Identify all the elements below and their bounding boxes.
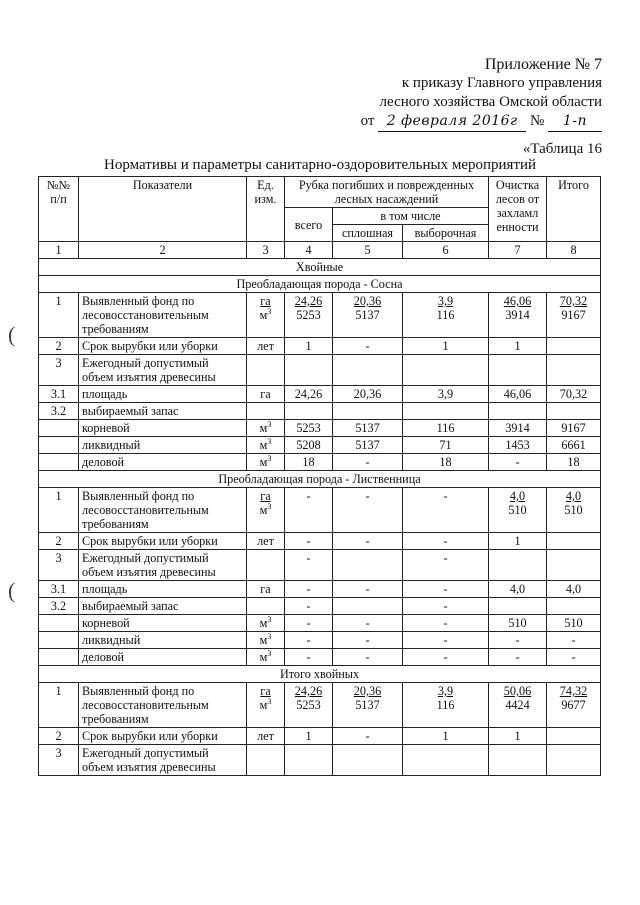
selective-cell: -	[403, 598, 489, 615]
col-unit-header: Ед. изм.	[247, 177, 285, 242]
row-number: 2	[39, 728, 79, 745]
row-number: 3	[39, 355, 79, 386]
handwritten-date: 2 февраля 2016г	[386, 113, 518, 129]
selective-cell: 1	[403, 338, 489, 355]
clear-cell: -	[333, 581, 403, 598]
cleanup-cell: 1	[489, 338, 547, 355]
column-number: 7	[489, 242, 547, 259]
table-row	[39, 488, 601, 533]
selective-cell: -	[403, 550, 489, 581]
sum-cell: -	[547, 649, 601, 666]
table-row	[39, 403, 601, 420]
clear-cell: -	[333, 728, 403, 745]
order-header	[361, 55, 602, 132]
total-cell: -	[285, 533, 333, 550]
table-row	[39, 615, 601, 632]
table-row	[39, 355, 601, 386]
col-total-header: всего	[285, 208, 333, 242]
table-title: Нормативы и параметры санитарно-оздоровительных мероприятий	[104, 157, 537, 173]
section-row	[39, 666, 601, 683]
col-selective-header: выборочная	[403, 225, 489, 242]
clear-cell: 5137	[333, 437, 403, 454]
table-row	[39, 293, 601, 338]
col-num-header: №№ п/п	[39, 177, 79, 242]
column-number: 1	[39, 242, 79, 259]
section-larch: Преобладающая порода - Лиственница	[39, 471, 601, 488]
unit-cell: лет	[247, 338, 285, 355]
table-row	[39, 437, 601, 454]
table-row	[39, 581, 601, 598]
row-number: 3	[39, 550, 79, 581]
issuing-authority: лесного хозяйства Омской области	[379, 94, 602, 110]
row-label: Срок вырубки или уборки	[79, 728, 247, 745]
selective-cell: 3,9	[403, 386, 489, 403]
row-label: деловой	[79, 454, 247, 471]
unit-cell: $м^3$	[247, 615, 285, 632]
cleanup-cell: 46,06	[489, 386, 547, 403]
row-number: 3.1	[39, 386, 79, 403]
total-cell: 24,26	[285, 386, 333, 403]
unit-cell: $м^3$	[247, 632, 285, 649]
total-cell: -	[285, 649, 333, 666]
section-pine: Преобладающая порода - Сосна	[39, 276, 601, 293]
row-label: корневой	[79, 615, 247, 632]
column-number: 4	[285, 242, 333, 259]
total-cell: -	[285, 581, 333, 598]
row-number: 1	[39, 293, 79, 338]
total-cell: -	[285, 632, 333, 649]
row-number: 2	[39, 533, 79, 550]
col-cleanup-header: Очистка лесов от захламл енности	[489, 177, 547, 242]
sum-cell: 4,0 510	[547, 488, 601, 533]
unit-cell: га	[247, 386, 285, 403]
cleanup-cell: -	[489, 454, 547, 471]
clear-cell: 20,36 5137	[333, 293, 403, 338]
table-row	[39, 649, 601, 666]
row-number: 3	[39, 745, 79, 776]
sum-cell	[547, 728, 601, 745]
col-including-header: в том числе	[333, 208, 489, 225]
section-row	[39, 471, 601, 488]
section-row	[39, 276, 601, 293]
row-label: Ежегодный допустимый объем изъятия древесины	[79, 355, 247, 386]
order-reference: к приказу Главного управления	[401, 75, 602, 91]
row-label: ликвидный	[79, 437, 247, 454]
handwritten-number: 1-п	[562, 113, 588, 129]
clear-cell: 20,36	[333, 386, 403, 403]
row-label: деловой	[79, 649, 247, 666]
total-cell: 18	[285, 454, 333, 471]
unit-cell: лет	[247, 728, 285, 745]
cleanup-cell: 46,06 3914	[489, 293, 547, 338]
selective-cell: 3,9 116	[403, 683, 489, 728]
selective-cell: 116	[403, 420, 489, 437]
col-sum-header: Итого	[547, 177, 601, 242]
table-row	[39, 598, 601, 615]
row-label: Выявленный фонд по лесовосстановительным требованиям	[79, 293, 247, 338]
row-label: Ежегодный допустимый объем изъятия древесины	[79, 745, 247, 776]
clear-cell: 20,36 5137	[333, 683, 403, 728]
total-cell: 24,26 5253	[285, 293, 333, 338]
selective-cell: -	[403, 533, 489, 550]
row-label: Срок вырубки или уборки	[79, 533, 247, 550]
row-label: Выявленный фонд по лесовосстановительным требованиям	[79, 683, 247, 728]
total-cell: -	[285, 598, 333, 615]
cleanup-cell: 4,0 510	[489, 488, 547, 533]
unit-cell: $м^3$	[247, 454, 285, 471]
row-number: 3.1	[39, 581, 79, 598]
table-row	[39, 533, 601, 550]
unit-cell: га	[247, 581, 285, 598]
total-cell: 1	[285, 728, 333, 745]
selective-cell: -	[403, 649, 489, 666]
clear-cell: 5137	[333, 420, 403, 437]
cleanup-cell: 1	[489, 728, 547, 745]
header-row	[39, 177, 601, 208]
unit-cell: га $м^3$	[247, 488, 285, 533]
clear-cell: -	[333, 338, 403, 355]
row-number: 3.2	[39, 598, 79, 615]
row-number: 1	[39, 683, 79, 728]
table-row	[39, 632, 601, 649]
table-label: «Таблица 16	[522, 141, 602, 157]
row-label: выбираемый запас	[79, 403, 247, 420]
total-cell: 5208	[285, 437, 333, 454]
column-number: 6	[403, 242, 489, 259]
sum-cell: 6661	[547, 437, 601, 454]
total-cell: -	[285, 615, 333, 632]
col-indicators-header: Показатели	[79, 177, 247, 242]
row-label: Выявленный фонд по лесовосстановительным требованиям	[79, 488, 247, 533]
row-label: площадь	[79, 386, 247, 403]
col-felling-header: Рубка погибших и поврежденных лесных насаждений	[285, 177, 489, 208]
table-row	[39, 683, 601, 728]
column-number: 2	[79, 242, 247, 259]
sum-cell: 9167	[547, 420, 601, 437]
row-number: 3.2	[39, 403, 79, 420]
sum-cell: 70,32 9167	[547, 293, 601, 338]
section-row	[39, 259, 601, 276]
column-number: 8	[547, 242, 601, 259]
table-row	[39, 420, 601, 437]
cleanup-cell: 1453	[489, 437, 547, 454]
selective-cell: -	[403, 581, 489, 598]
total-cell: 5253	[285, 420, 333, 437]
table-row	[39, 745, 601, 776]
appendix-title: Приложение № 7	[484, 56, 602, 73]
cleanup-cell: 1	[489, 533, 547, 550]
selective-cell: -	[403, 488, 489, 533]
clear-cell: -	[333, 632, 403, 649]
cleanup-cell: 50,06 4424	[489, 683, 547, 728]
sanitary-measures-table	[38, 176, 601, 776]
sum-cell: 4,0	[547, 581, 601, 598]
sum-cell	[547, 533, 601, 550]
row-label: ликвидный	[79, 632, 247, 649]
column-number: 3	[247, 242, 285, 259]
sum-cell: 70,32	[547, 386, 601, 403]
total-cell: -	[285, 550, 333, 581]
sum-cell: 74,32 9677	[547, 683, 601, 728]
margin-mark: (	[8, 578, 16, 603]
total-cell: 24,26 5253	[285, 683, 333, 728]
selective-cell: 71	[403, 437, 489, 454]
cleanup-cell: -	[489, 632, 547, 649]
unit-cell: $м^3$	[247, 649, 285, 666]
column-number: 5	[333, 242, 403, 259]
sum-cell	[547, 338, 601, 355]
selective-cell: -	[403, 632, 489, 649]
sum-cell: -	[547, 632, 601, 649]
total-cell: 1	[285, 338, 333, 355]
selective-cell: 3,9 116	[403, 293, 489, 338]
clear-cell: -	[333, 454, 403, 471]
order-date-line: от 2 февраля 2016г № 1-п	[361, 112, 602, 132]
margin-mark: (	[8, 322, 16, 347]
unit-cell: лет	[247, 533, 285, 550]
unit-cell: $м^3$	[247, 437, 285, 454]
cleanup-cell: -	[489, 649, 547, 666]
table-row	[39, 386, 601, 403]
row-label: площадь	[79, 581, 247, 598]
clear-cell: -	[333, 615, 403, 632]
row-number: 2	[39, 338, 79, 355]
row-label: Срок вырубки или уборки	[79, 338, 247, 355]
section-coniferous: Хвойные	[39, 259, 601, 276]
sum-cell: 18	[547, 454, 601, 471]
clear-cell: -	[333, 533, 403, 550]
table-row	[39, 728, 601, 745]
selective-cell: -	[403, 615, 489, 632]
selective-cell: 18	[403, 454, 489, 471]
cleanup-cell: 4,0	[489, 581, 547, 598]
unit-cell: га $м^3$	[247, 293, 285, 338]
clear-cell: -	[333, 488, 403, 533]
unit-cell: га $м^3$	[247, 683, 285, 728]
clear-cell: -	[333, 649, 403, 666]
row-label: выбираемый запас	[79, 598, 247, 615]
unit-cell: $м^3$	[247, 420, 285, 437]
table-row	[39, 454, 601, 471]
row-number: 1	[39, 488, 79, 533]
total-cell: -	[285, 488, 333, 533]
sum-cell: 510	[547, 615, 601, 632]
column-numbers-row	[39, 242, 601, 259]
col-clear-header: сплошная	[333, 225, 403, 242]
cleanup-cell: 510	[489, 615, 547, 632]
table-row	[39, 338, 601, 355]
cleanup-cell: 3914	[489, 420, 547, 437]
row-label: Ежегодный допустимый объем изъятия древесины	[79, 550, 247, 581]
section-total-coniferous: Итого хвойных	[39, 666, 601, 683]
selective-cell: 1	[403, 728, 489, 745]
table-row	[39, 550, 601, 581]
row-label: корневой	[79, 420, 247, 437]
